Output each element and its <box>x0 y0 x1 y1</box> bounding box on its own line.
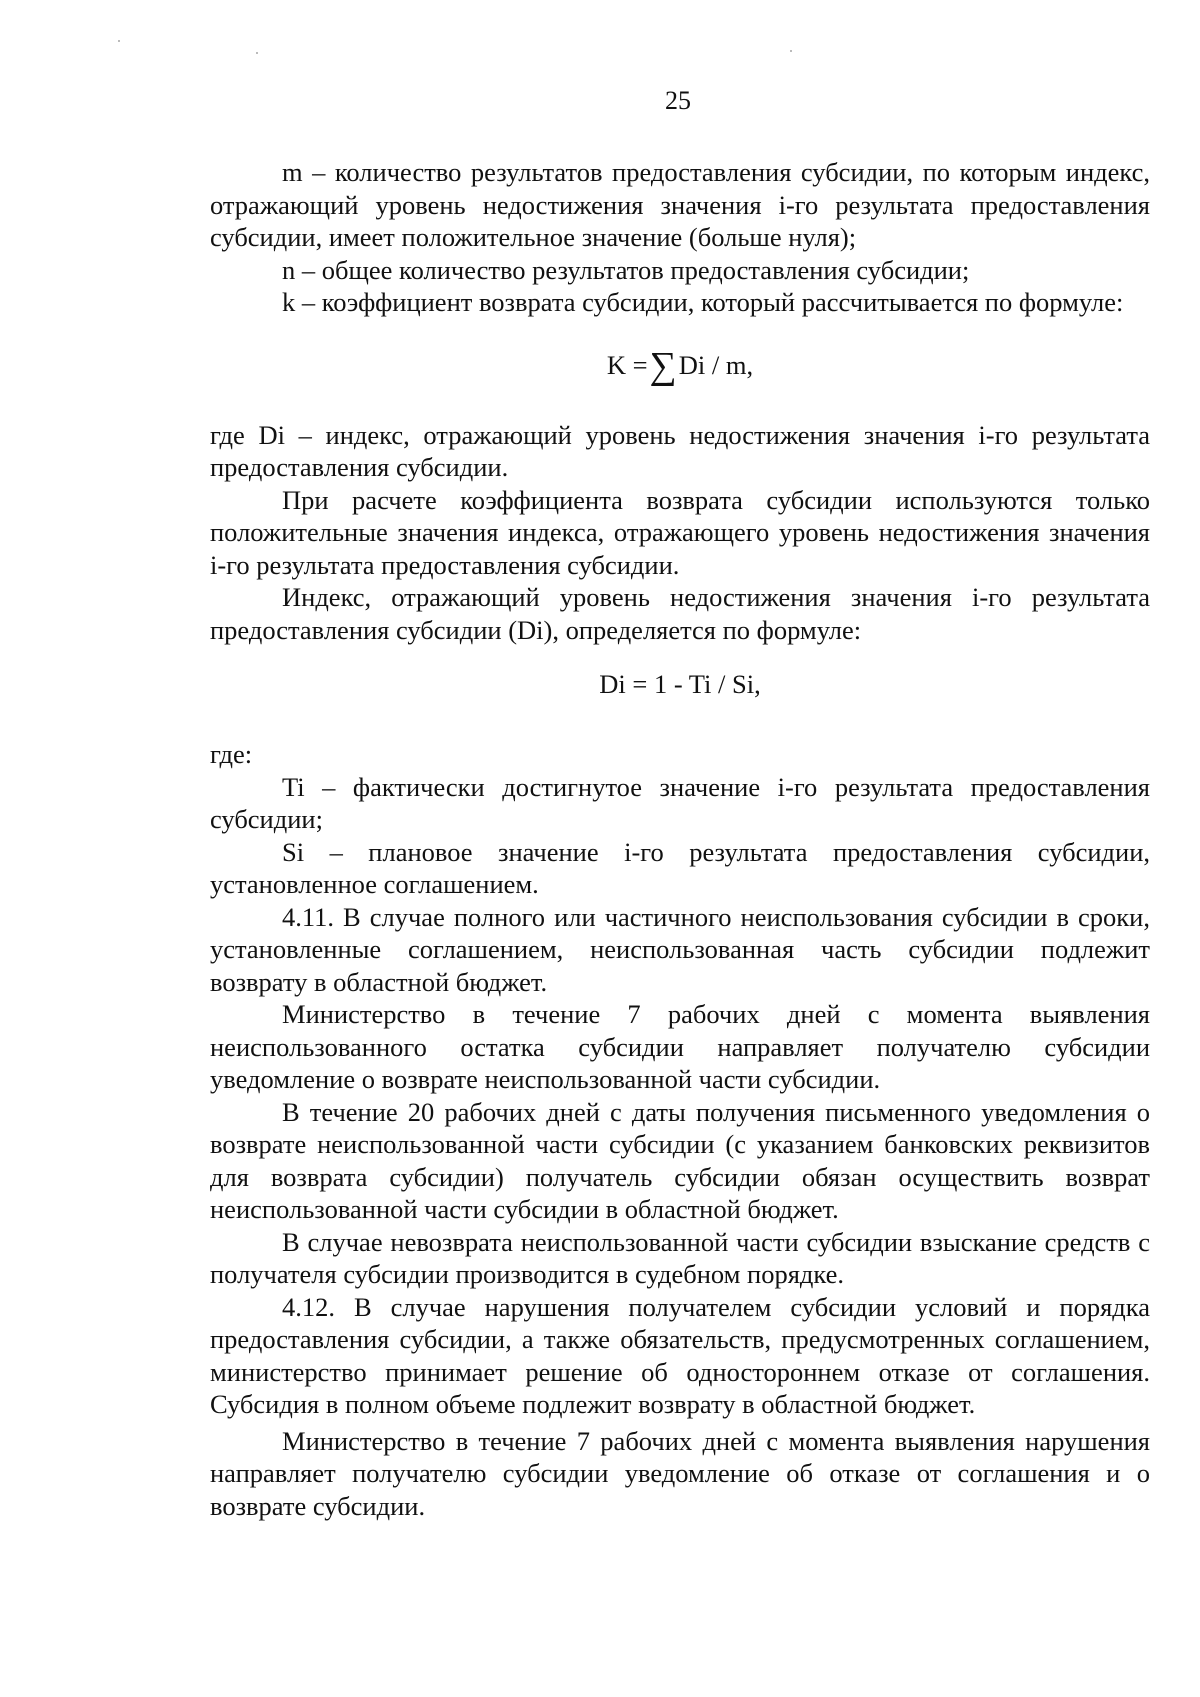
formula-k-right: Di / m, <box>678 349 754 380</box>
paragraph-k-definition: k – коэффициент возврата субсидии, который рассчитывается по формуле: <box>282 287 1124 317</box>
scan-speck <box>118 40 120 42</box>
formula-k <box>210 345 1150 385</box>
paragraph-where: где: <box>210 739 253 769</box>
scan-speck <box>256 52 258 54</box>
paragraph-refusal-notice: Министерство в течение 7 рабочих дней с момента выявления нарушения направляет получателю субсидии уведомление об отказе от соглашения и о возврате субсидии. <box>210 1425 1150 1521</box>
formula-k-left: K = <box>606 349 648 380</box>
paragraph-4-12: 4.12. В случае нарушения получателем субсидии условий и порядка предоставления субсидии, а также обязательств, предусмотренных соглашением, министерство принимает решение об одностороннем отказе от соглашения. Субсидия в полном объеме подлежит возврату в областной бюджет. <box>210 1291 1150 1419</box>
paragraph-si-definition: Si – плановое значение i-го результата предоставления субсидии, установленное соглашением. <box>210 836 1150 899</box>
formula-di: Di = 1 - Ti / Si, <box>599 669 761 699</box>
document-body <box>210 156 1150 1522</box>
paragraph-court-recovery: В случае невозврата неиспользованной части субсидии взыскание средств с получателя субсидии производится в судебном порядке. <box>210 1226 1150 1289</box>
paragraph-ministry-notice: Министерство в течение 7 рабочих дней с момента выявления неиспользованного остатка субсидии направляет получателю субсидии уведомление о возврате неиспользованной части субсидии. <box>210 999 1150 1094</box>
paragraph-return-deadline: В течение 20 рабочих дней с даты получения письменного уведомления о возврате неиспользованной части субсидии (с указанием банковских реквизитов для возврата субсидии) получатель субсидии обязан осуществить возврат неиспользованной части субсидии в областной бюджет. <box>210 1096 1150 1224</box>
page-number: 25 <box>665 86 691 115</box>
paragraph-ti-definition: Ti – фактически достигнутое значение i-го результата предоставления субсидии; <box>210 771 1150 834</box>
paragraph-n-definition: n – общее количество результатов предоставления субсидии; <box>282 254 970 285</box>
paragraph-4-11: 4.11. В случае полного или частичного неиспользования субсидии в сроки, установленные соглашением, неиспользованная часть субсидии подлежит возврату в областной бюджет. <box>210 901 1150 997</box>
paragraph-index-intro: Индекс, отражающий уровень недостижения значения i-го результата предоставления субсидии (Di), определяется по формуле: <box>210 582 1150 645</box>
paragraph-m-definition: m – количество результатов предоставления субсидии, по которым индекс, отражающий уровень недостижения значения i-го результата предоставления субсидии, имеет положительное значение (больше нуля); <box>210 157 1150 252</box>
sum-symbol: ∑ <box>649 344 677 387</box>
paragraph-coefficient-note: При расчете коэффициента возврата субсидии используются только положительные значения индекса, отражающего уровень недостижения значения i-го результата предоставления субсидии. <box>210 484 1150 580</box>
paragraph-di-definition: где Di – индекс, отражающий уровень недостижения значения i-го результата предоставления субсидии. <box>210 419 1150 482</box>
scan-speck <box>790 50 792 52</box>
